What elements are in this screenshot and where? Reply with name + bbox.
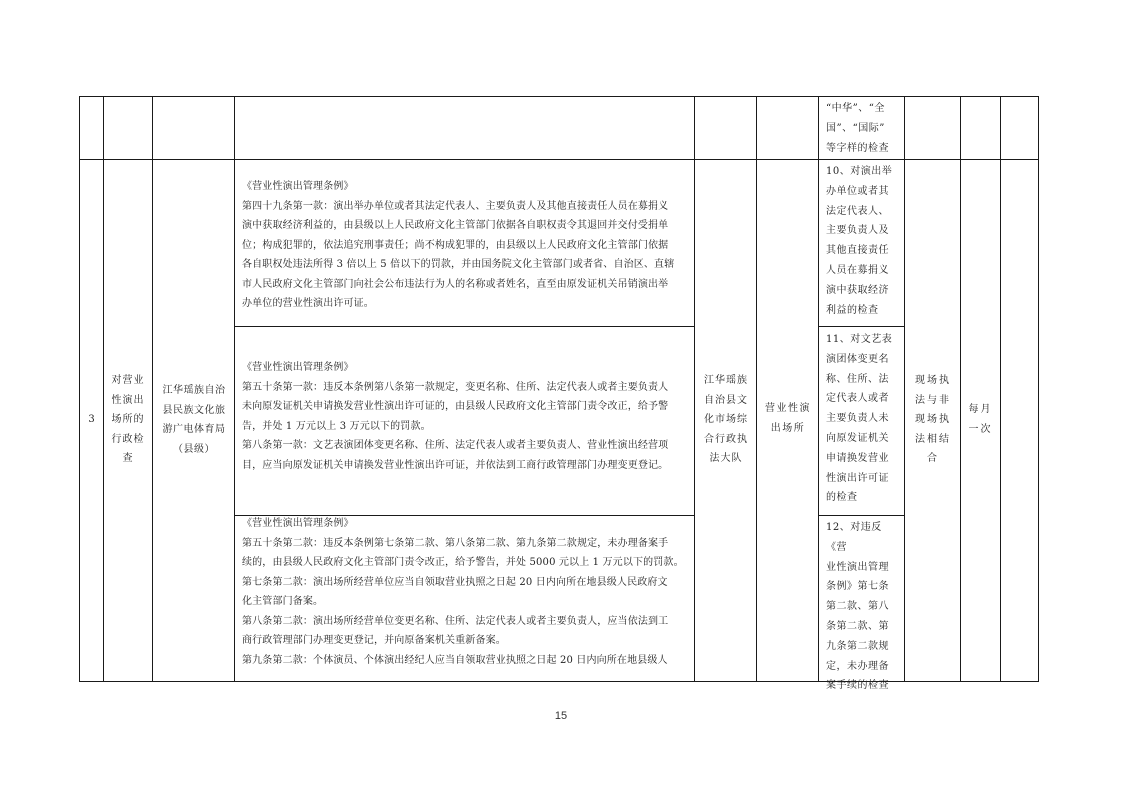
- col-line-0: [79, 96, 80, 682]
- inspection-frequency: 每月 一次: [968, 404, 993, 435]
- col-line-1: [103, 96, 104, 682]
- legal-basis-1: 《营业性演出管理条例》 第四十九条第一款：演出举办单位或者其法定代表人、主要负责人及其他直接责任人员在募捐义 演中获取经济利益的，由县级以上人民政府文化主管部门依据各自职权责令其退回并交付受捐单 位；构成犯罪的，依法追究刑事责任；尚不构成犯罪的，由县级以上人民政府文化主管部门依据 各自职权处违法所得 3 倍以上 5 倍以下的罚款，并由国务院文化主管部门或者省、自治区、直辖 市人民政府文化主管部门向社会公布违法行为人的名称或者姓名，直至由原发证机关吊销演出举 办单位的营业性演出许可证。: [242, 181, 675, 309]
- col-line-3: [234, 96, 235, 682]
- check-item-12: 12、对违反《营 业性演出管理 条例》第七条 第二款、第八 条第二款、第 九条第二款规 定，未办理备 案手续的检查: [826, 522, 889, 692]
- check-separator-2: [818, 515, 904, 516]
- enforcement-subject: 江华瑶族自治 县民族文化旅 游广电体育局 （县级）: [162, 385, 226, 455]
- page-number: 15: [554, 710, 568, 722]
- law-separator-1: [235, 326, 694, 327]
- col-line-2: [152, 96, 153, 682]
- col-line-8: [960, 96, 961, 682]
- sequence-number: 3: [88, 414, 95, 425]
- col-line-6: [818, 96, 819, 682]
- legal-basis-2: 《营业性演出管理条例》 第五十条第一款：违反本条例第八条第一款规定，变更名称、住所、法定代表人或者主要负责人 未向原发证机关申请换发营业性演出许可证的，由县级人民政府文化主管部门责令改正，给予警 告，并处 1 万元以上 3 万元以下的罚款。 第八条第一款：文艺表演团体变更名称、住所、法定代表人或者主要负责人、营业性演出经营项 目，应当向原发证机关申请换发营业性演出许可证，并依法到工商行政管理部门办理变更登记。: [242, 362, 669, 471]
- inspection-method: 现场执 法与非 现场执 法相结 合: [915, 375, 951, 464]
- col-line-4: [694, 96, 695, 682]
- col-line-7: [904, 96, 905, 682]
- check-separator-1: [818, 326, 904, 327]
- row-separator: [79, 159, 1039, 160]
- col-line-5: [756, 96, 757, 682]
- check-item-10: 10、对演出举 办单位或者其 法定代表人、 主要负责人及 其他直接责任 人员在募捐义 演中获取经济 利益的检查: [826, 166, 893, 316]
- legal-basis-3: 《营业性演出管理条例》 第五十条第二款：违反本条例第七条第二款、第八条第二款、第九条第二款规定，未办理备案手 续的，由县级人民政府文化主管部门责令改正，给予警告，并处 5000 元以上 1 万元以下的罚款。 第七条第二款：演出场所经营单位应当自领取营业执照之日起 20 日内向所在地县级人民政府文 化主管部门备案。 第八条第二款：演出场所经营单位变更名称、住所、法定代表人或者主要负责人，应当依法到工 商行政管理部门办理变更登记，并向原备案机关重新备案。 第九条第二款：个体演员、个体演出经纪人应当自领取营业执照之日起 20 日内向所在地县级人: [242, 518, 684, 666]
- col-line-9: [1000, 96, 1001, 682]
- enforcement-executor: 江华瑶族 自治县文 化市场综 合行政执 法大队: [704, 375, 748, 464]
- col-line-10: [1038, 96, 1039, 682]
- inspection-item-name: 对营业 性演出 场所的 行政检 查: [111, 375, 145, 464]
- check-item-11: 11、对文艺表 演团体变更名 称、住所、法 定代表人或者 主要负责人未 向原发证机关 申请换发营业 性演出许可证 的检查: [826, 334, 893, 504]
- inspection-target: 营业性演 出场所: [765, 403, 811, 434]
- table-border-top: [79, 96, 1039, 97]
- check-item-cell-top: “中华”、“全 国”、“国际” 等字样的检查: [826, 103, 889, 154]
